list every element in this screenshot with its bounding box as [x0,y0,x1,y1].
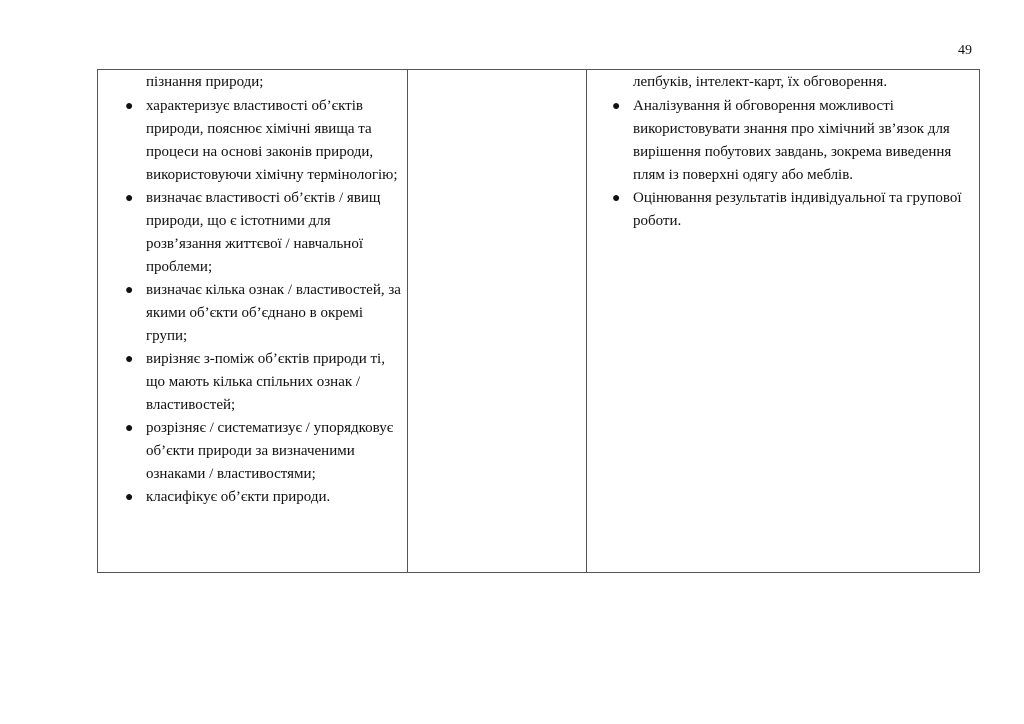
bullet-icon: ● [612,99,621,114]
list-item [125,348,405,417]
learning-outcomes-column [98,70,408,572]
continuation-text: лепбуків, інтелект-карт, їх обговорення. [633,74,888,90]
list-item [125,279,405,348]
empty-column [408,70,587,572]
list-item-text: визначає властивості об’єктів / явищ природи, що є істотними для розв’язання життєвої / навчальної проблеми; [146,190,381,275]
list-item [612,95,977,187]
content-table [97,69,980,573]
activities-column [587,70,979,572]
bullet-icon: ● [125,283,134,298]
bullet-icon: ● [125,191,134,206]
outcomes-list [125,95,405,509]
page-number: 49 [958,43,972,58]
list-item-text: класифікує об’єкти природи. [146,489,331,505]
bullet-icon: ● [125,352,134,367]
bullet-icon: ● [612,191,621,206]
continuation-text: пізнання природи; [146,74,264,90]
list-item [125,417,405,486]
list-item [125,187,405,279]
list-item [125,486,405,509]
list-item [612,187,977,233]
list-item-text: розрізняє / систематизує / упорядковує об’єкти природи за визначеними ознаками / властивостями; [146,420,394,482]
list-item [125,95,405,187]
activities-list [612,95,977,233]
bullet-icon: ● [125,99,134,114]
list-item-text: характеризує властивості об’єктів природи, пояснює хімічні явища та процеси на основі законів природи, використовуючи хімічну термінологію; [146,98,398,183]
bullet-icon: ● [125,490,134,505]
list-item-text: Аналізування й обговорення можливості використовувати знання про хімічний зв’язок для вирішення побутових завдань, зокрема виведення плям із поверхні одягу або меблів. [633,98,952,183]
list-item-text: Оцінювання результатів індивідуальної та групової роботи. [633,190,962,229]
list-item-text: вирізняє з-поміж об’єктів природи ті, що мають кілька спільних ознак / властивостей; [146,351,385,413]
bullet-icon: ● [125,421,134,436]
list-item-text: визначає кілька ознак / властивостей, за якими об’єкти об’єднано в окремі групи; [146,282,401,344]
